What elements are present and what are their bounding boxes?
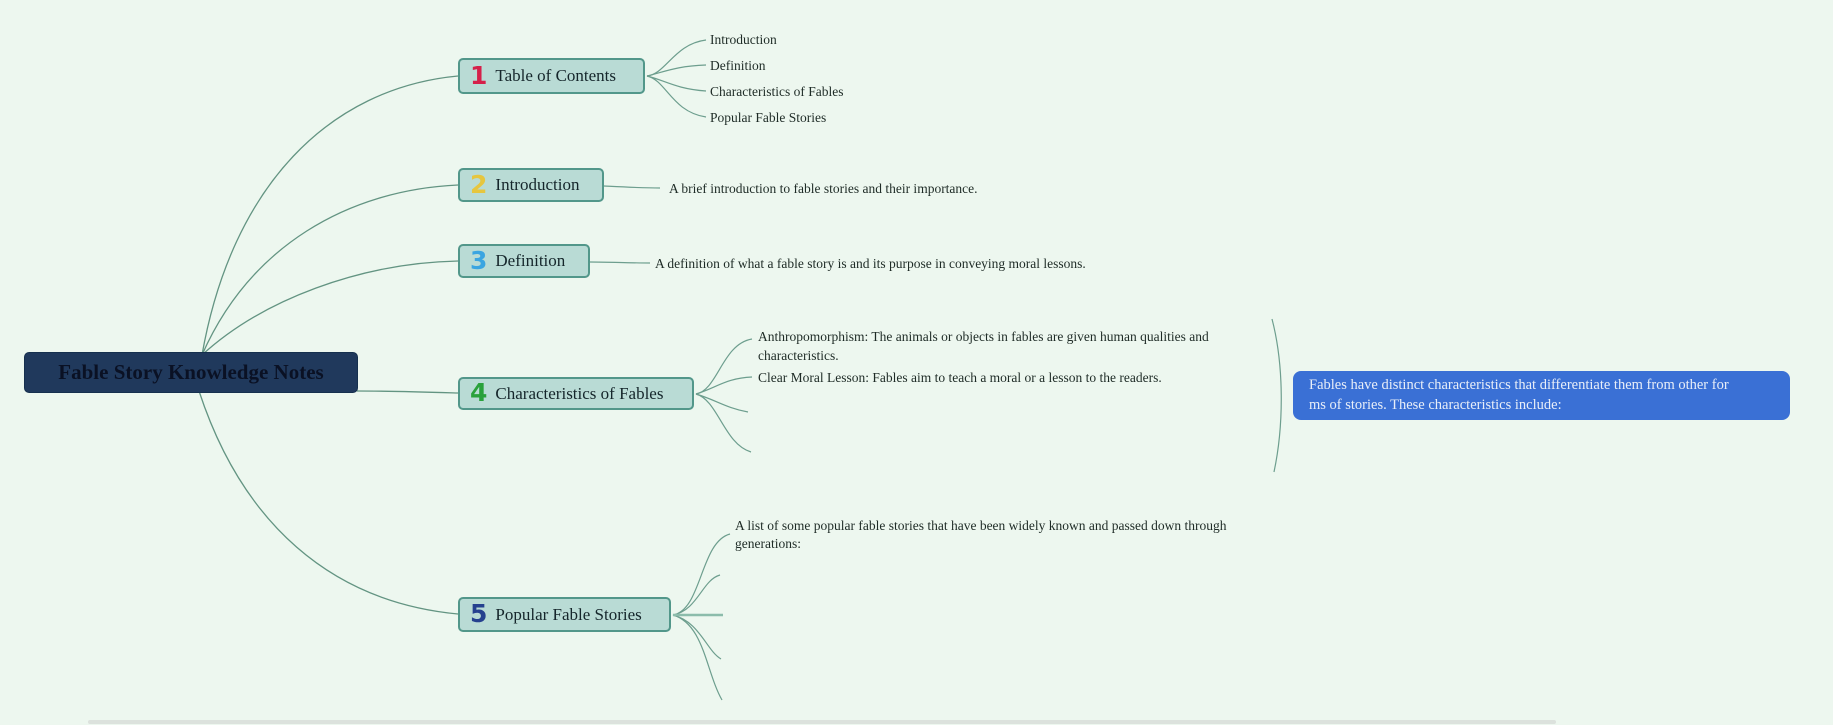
branch-node5-child5 <box>673 615 722 700</box>
branch-root-to-node2 <box>202 185 458 355</box>
node-number-badge: 3 <box>470 245 488 275</box>
branch-node4-child4 <box>696 394 751 452</box>
branch-node4-child1 <box>696 339 752 394</box>
child-topic[interactable]: Definition <box>710 58 766 73</box>
child-topic[interactable]: A brief introduction to fable stories and their importance. <box>669 181 978 196</box>
branch-root-to-node1 <box>202 76 458 355</box>
branch-node1-child3 <box>647 76 706 91</box>
summary-note-line: Fables have distinct characteristics that differentiate them from other for <box>1309 377 1729 393</box>
branch-node3-child1 <box>590 262 650 263</box>
child-topic[interactable]: Characteristics of Fables <box>710 84 844 99</box>
root-topic-node[interactable] <box>25 353 357 392</box>
topic-label: Popular Fable Stories <box>495 604 642 624</box>
child-topic[interactable]: Introduction <box>710 32 777 47</box>
topic-node-popular-fable-stories[interactable] <box>458 597 671 632</box>
topic-label: Definition <box>495 251 566 270</box>
child-topic[interactable]: Popular Fable Stories <box>710 110 827 125</box>
horizontal-scrollbar[interactable] <box>88 720 1556 724</box>
branch-node5-child2 <box>673 575 720 615</box>
child-topic[interactable]: A definition of what a fable story is and its purpose in conveying moral lessons. <box>655 256 1086 271</box>
node-number-badge: 1 <box>470 60 488 90</box>
summary-note[interactable] <box>1293 371 1790 420</box>
topic-node-definition[interactable] <box>458 244 590 278</box>
branch-root-to-node4 <box>357 391 458 393</box>
topic-label: Characteristics of Fables <box>495 383 664 403</box>
summary-bracket-curve <box>1272 319 1281 472</box>
branch-node4-child2 <box>696 377 752 394</box>
node-number-badge: 2 <box>470 169 488 199</box>
branch-root-to-node5 <box>199 391 458 614</box>
topic-node-table-of-contents[interactable] <box>458 58 645 94</box>
root-topic-label: Fable Story Knowledge Notes <box>58 360 324 384</box>
child-topic[interactable]: Anthropomorphism: The animals or objects in fables are given human qualities and characteristics. <box>758 329 1209 363</box>
branch-node4-child3 <box>696 394 748 412</box>
branch-root-to-node3 <box>202 261 458 355</box>
topic-node-characteristics-of-fables[interactable] <box>458 377 694 410</box>
branch-node5-child4 <box>673 615 721 659</box>
branch-node1-child1 <box>647 40 706 76</box>
branch-node2-child1 <box>604 186 660 188</box>
branch-node1-child2 <box>647 65 706 76</box>
topic-label: Table of Contents <box>495 66 617 85</box>
child-topic[interactable]: Clear Moral Lesson: Fables aim to teach a moral or a lesson to the readers. <box>758 370 1162 385</box>
branch-node5-child1 <box>673 534 730 615</box>
child-topic[interactable]: A list of some popular fable stories that have been widely known and passed down through generations: <box>735 518 1227 551</box>
node-number-badge: 4 <box>470 378 488 407</box>
node-number-badge: 5 <box>470 599 488 628</box>
topic-node-introduction[interactable] <box>458 168 604 202</box>
branch-node1-child4 <box>647 76 706 117</box>
topic-label: Introduction <box>495 175 580 194</box>
summary-note-line: ms of stories. These characteristics include: <box>1309 397 1562 413</box>
